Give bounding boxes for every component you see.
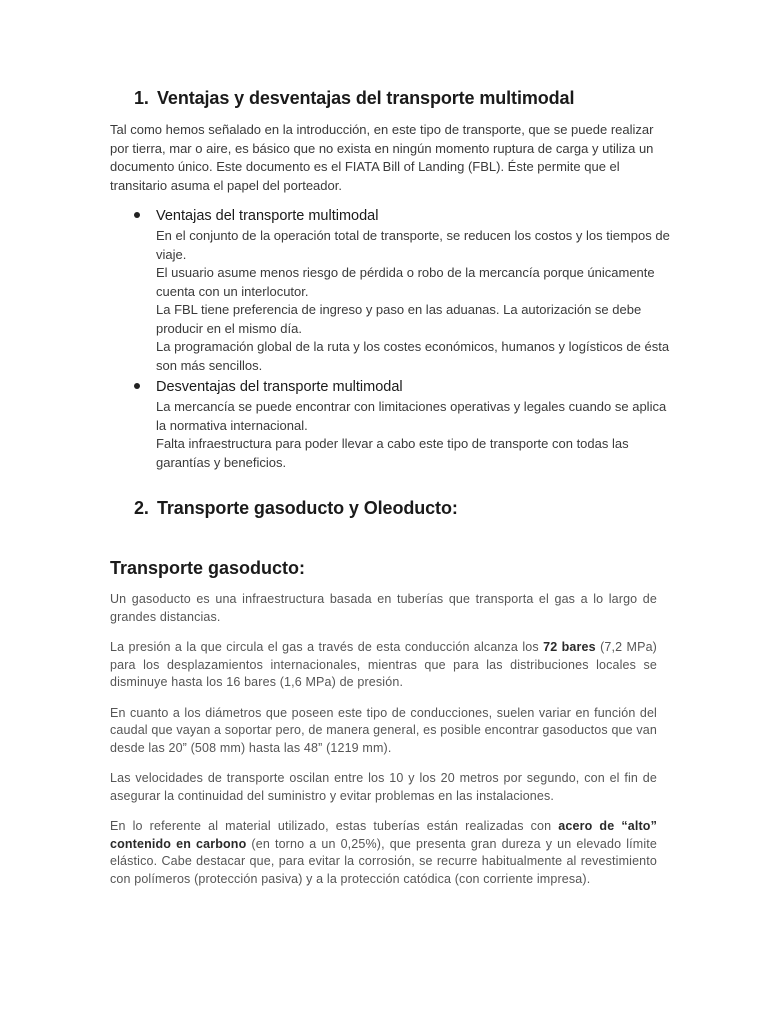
text-run: En lo referente al material utilizado, estas tuberías están realizadas con	[110, 819, 559, 833]
section-2-number: 2.	[134, 498, 149, 518]
bold-text: acero de “alto” contenido en carbono	[110, 819, 657, 851]
list-item-paragraph: El usuario asume menos riesgo de pérdida o robo de la mercancía porque únicamente cuenta con un interlocutor.	[156, 265, 655, 299]
gasoducto-body	[110, 591, 657, 901]
gasoducto-heading: Transporte gasoducto:	[110, 558, 306, 578]
section-2-title: Transporte gasoducto y Oleoducto:	[157, 498, 458, 518]
bullet-icon	[134, 383, 140, 389]
list-item-paragraph: La FBL tiene preferencia de ingreso y paso en las aduanas. La autorización se debe producir en el mismo día.	[156, 302, 642, 336]
section-1-number: 1.	[134, 88, 149, 108]
gasoducto-paragraph-3: En cuanto a los diámetros que poseen este tipo de conducciones, suelen variar en función del caudal que vayan a soportar pero, de manera general, es posible encontrar gasoductos que van desde las 20” (508 mm) hasta las 48” (1219 mm).	[110, 705, 657, 755]
list-item-desventajas	[110, 377, 670, 472]
section-1-title: Ventajas y desventajas del transporte multimodal	[157, 88, 575, 108]
list-item-title: Desventajas del transporte multimodal	[156, 379, 403, 395]
gasoducto-paragraph-2	[110, 639, 657, 692]
intro-paragraph: Tal como hemos señalado en la introducción, en este tipo de transporte, que se puede realizar por tierra, mar o aire, es básico que no exista en ningún momento ruptura de carga y utiliza un documento único. Este documento es el FIATA Bill of Landing (FBL). Éste permite que el transitario asuma el papel del porteador.	[110, 122, 654, 193]
list-item-paragraph: La mercancía se puede encontrar con limitaciones operativas y legales cuando se aplica la normativa internacional.	[156, 399, 667, 433]
list-item-paragraph: Falta infraestructura para poder llevar a cabo este tipo de transporte con todas las garantías y beneficios.	[156, 436, 629, 470]
advantages-list	[110, 206, 670, 472]
list-item-paragraph: En el conjunto de la operación total de transporte, se reducen los costos y los tiempos de viaje.	[156, 228, 670, 262]
gasoducto-paragraph-4: Las velocidades de transporte oscilan entre los 10 y los 20 metros por segundo, con el fin de asegurar la continuidad del suministro y evitar problemas en las instalaciones.	[110, 771, 657, 803]
list-item-ventajas	[110, 206, 670, 375]
bullet-icon	[134, 212, 140, 218]
section-2-heading	[134, 498, 458, 519]
gasoducto-paragraph-1: Un gasoducto es una infraestructura basada en tuberías que transporta el gas a lo largo de grandes distancias.	[110, 592, 657, 624]
list-item-paragraph: La programación global de la ruta y los costes económicos, humanos y logísticos de ésta son más sencillos.	[156, 339, 670, 373]
text-run: (7,2 MPa) para los desplazamientos internacionales, mientras que para las distribuciones locales se disminuye hasta los 16 bares (1,6 MPa) de presión.	[110, 640, 657, 689]
section-1-heading	[134, 88, 574, 109]
gasoducto-paragraph-5	[110, 818, 657, 888]
text-run: (en torno a un 0,25%), que presenta gran dureza y un elevado límite elástico. Cabe destacar que, para evitar la corrosión, se recurre habitualmente al revestimiento con polímeros (protección pasiva) y a la protección catódica (con corriente impresa).	[110, 836, 657, 886]
bold-text: 72 bares	[543, 640, 596, 654]
list-item-title: Ventajas del transporte multimodal	[156, 208, 379, 224]
text-run: La presión a la que circula el gas a través de esta conducción alcanza los	[110, 640, 544, 654]
